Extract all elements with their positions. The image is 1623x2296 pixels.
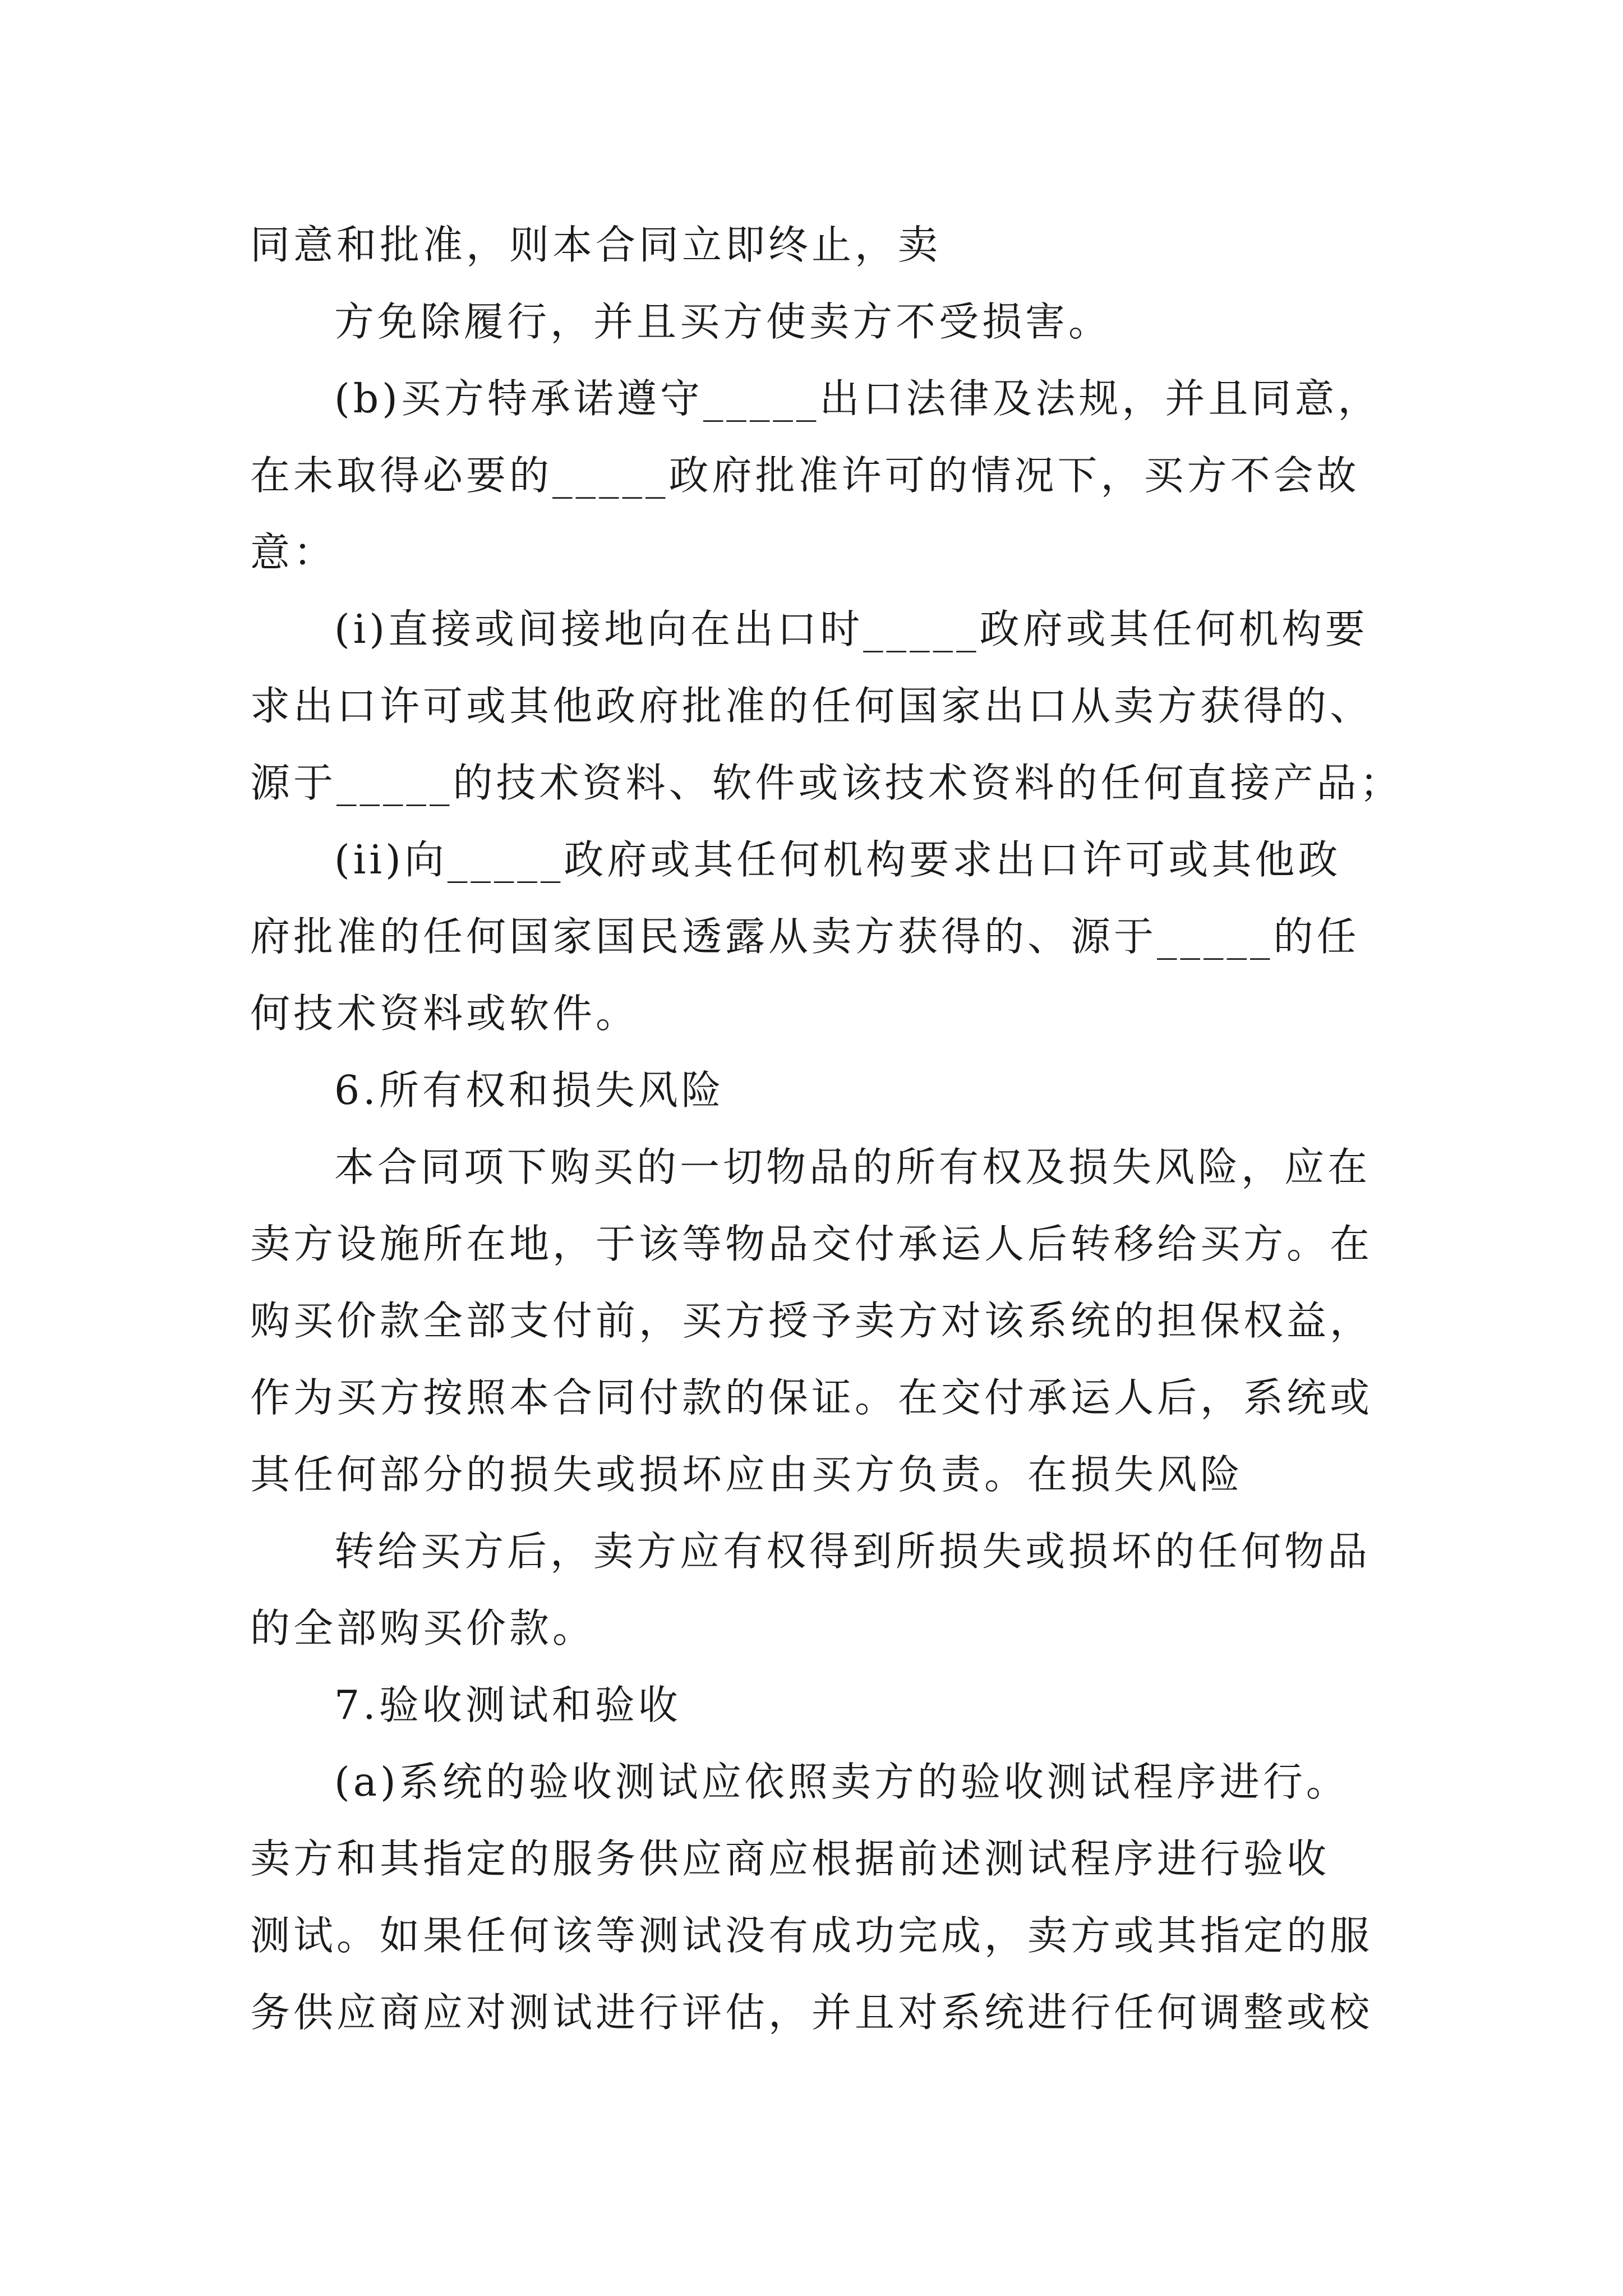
text-line: 源于_____的技术资料、软件或该技术资料的任何直接产品； (250, 760, 1403, 806)
section-heading: 6.所有权和损失风险 (334, 1067, 725, 1114)
text-line: 在未取得必要的_____政府批准许可的情况下，买方不会故 (250, 452, 1360, 499)
text-line: (ii)向_____政府或其任何机构要求出口许可或其他政 (334, 836, 1341, 883)
text-line: (i)直接或间接地向在出口时_____政府或其任何机构要 (334, 606, 1368, 652)
text-line: 意： (250, 529, 337, 576)
contract-text (250, 206, 1405, 2051)
text-line: 其任何部分的损失或损坏应由买方负责。在损失风险 (250, 1451, 1244, 1498)
text-line: 卖方设施所在地，于该等物品交付承运人后转移给买方。在 (250, 1221, 1373, 1267)
text-line: (a)系统的验收测试应依照卖方的验收测试程序进行。 (334, 1759, 1349, 1805)
text-line: 购买价款全部支付前，买方授予卖方对该系统的担保权益， (250, 1297, 1373, 1344)
text-line: 的全部购买价款。 (250, 1605, 596, 1651)
text-line: 转给买方后，卖方应有权得到所损失或损坏的任何物品 (334, 1528, 1371, 1575)
text-line: 求出口许可或其他政府批准的任何国家出口从卖方获得的、 (250, 683, 1373, 729)
text-line: 测试。如果任何该等测试没有成功完成，卖方或其指定的服 (250, 1912, 1373, 1959)
text-line: 同意和批准，则本合同立即终止，卖 (250, 222, 942, 268)
text-line: 何技术资料或软件。 (250, 990, 639, 1037)
text-line: 府批准的任何国家国民透露从卖方获得的、源于_____的任 (250, 913, 1360, 960)
text-line: 务供应商应对测试进行评估，并且对系统进行任何调整或校 (250, 1989, 1373, 2036)
text-line: 方免除履行，并且买方使卖方不受损害。 (334, 298, 1112, 345)
text-line: 作为买方按照本合同付款的保证。在交付承运人后，系统或 (250, 1374, 1373, 1421)
text-line: 本合同项下购买的一切物品的所有权及损失风险，应在 (334, 1144, 1371, 1190)
text-line: (b)买方特承诺遵守_____出口法律及法规，并且同意， (334, 375, 1381, 422)
text-line: 卖方和其指定的服务供应商应根据前述测试程序进行验收 (250, 1835, 1330, 1882)
section-heading: 7.验收测试和验收 (334, 1682, 681, 1728)
